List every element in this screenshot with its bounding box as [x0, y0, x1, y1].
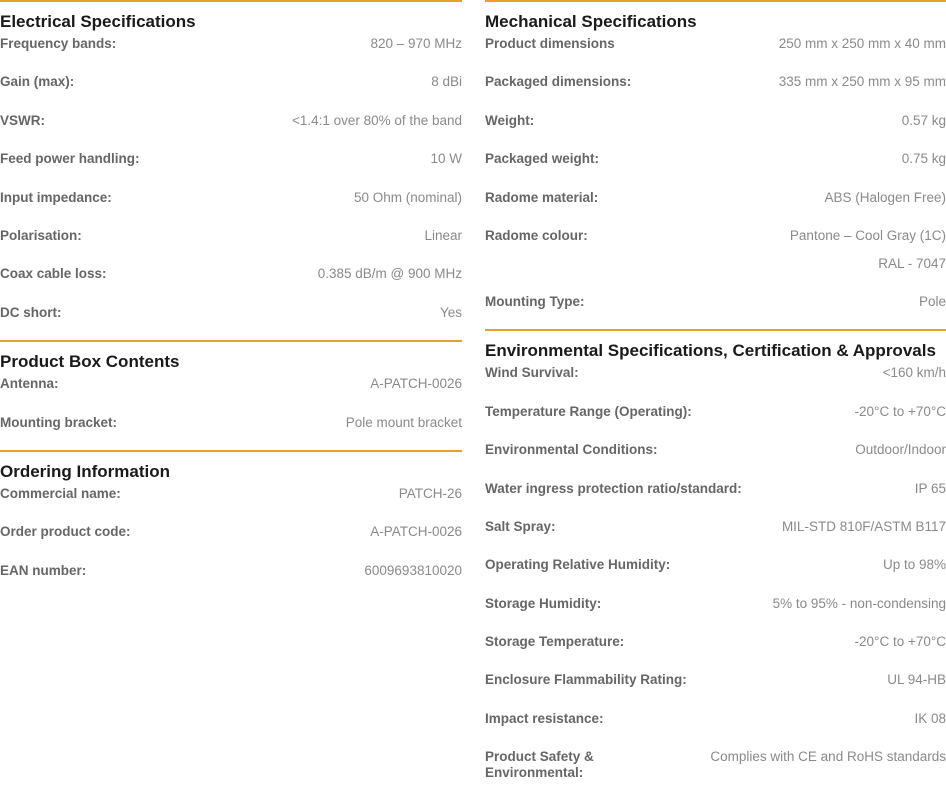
spec-value: Outdoor/Indoor — [855, 442, 946, 458]
spec-value: A-PATCH-0026 — [370, 376, 462, 392]
spec-label: Storage Temperature: — [485, 634, 625, 650]
spec-row — [0, 187, 462, 225]
spec-value: IK 08 — [914, 710, 946, 726]
spec-row — [485, 516, 946, 554]
spec-value: 820 – 970 MHz — [370, 36, 462, 51]
spec-label: VSWR: — [0, 112, 45, 128]
spec-label: Packaged weight: — [485, 151, 600, 167]
spec-label: DC short: — [0, 304, 62, 320]
spec-row — [0, 71, 462, 109]
spec-label: Antenna: — [0, 376, 59, 392]
spec-value: Up to 98% — [882, 557, 946, 573]
spec-label: Temperature Range (Operating): — [485, 403, 692, 419]
spec-row — [485, 71, 946, 109]
spec-row — [0, 521, 462, 559]
spec-row — [485, 746, 946, 784]
spec-label: Commercial name: — [0, 485, 121, 501]
spec-value: <160 km/h — [882, 365, 946, 381]
spec-value: IP 65 — [914, 480, 946, 496]
spec-value: -20°C to +70°C — [854, 403, 946, 419]
spec-value: 6009693810020 — [364, 562, 462, 578]
spec-row — [485, 33, 946, 71]
spec-row — [485, 708, 946, 746]
spec-label: Wind Survival: — [485, 365, 579, 381]
spec-value: 250 mm x 250 mm x 40 mm — [778, 36, 946, 51]
spec-label: Enclosure Flammability Rating: — [485, 672, 687, 688]
spec-value: 0.57 kg — [901, 112, 946, 128]
spec-value: Pantone – Cool Gray (1C) — [789, 227, 946, 243]
spec-label: Gain (max): — [0, 74, 75, 90]
spec-label: Input impedance: — [0, 189, 112, 205]
spec-row — [485, 225, 946, 291]
spec-value: UL 94-HB — [887, 672, 946, 688]
spec-label: Coax cable loss: — [0, 266, 107, 282]
spec-row — [0, 148, 462, 186]
box-contents-section — [0, 340, 462, 450]
spec-row — [485, 187, 946, 225]
spec-label: Radome material: — [485, 189, 599, 205]
spec-value: ABS (Halogen Free) — [824, 189, 946, 205]
spec-row — [485, 291, 946, 329]
spec-value-secondary: RAL - 7047 — [878, 255, 946, 271]
spec-label: Order product code: — [0, 524, 131, 540]
spec-value: 5% to 95% - non-condensing — [772, 595, 946, 611]
environmental-section-title: Environmental Specifications, Certification & Approvals — [485, 329, 946, 362]
spec-label: Product Safety & Environmental: — [485, 749, 594, 781]
spec-row — [485, 478, 946, 516]
spec-row — [485, 593, 946, 631]
spec-label: Operating Relative Humidity: — [485, 557, 671, 573]
spec-row — [485, 362, 946, 400]
spec-value: Linear — [424, 227, 462, 243]
spec-row — [485, 669, 946, 707]
spec-row — [485, 554, 946, 592]
spec-label: Storage Humidity: — [485, 595, 602, 611]
spec-label: Polarisation: — [0, 227, 82, 243]
box-contents-section-title: Product Box Contents — [0, 340, 462, 373]
spec-value: PATCH-26 — [398, 485, 462, 501]
electrical-section-title: Electrical Specifications — [0, 0, 462, 33]
spec-value: 0.75 kg — [901, 151, 946, 167]
spec-value: 50 Ohm (nominal) — [353, 189, 462, 205]
spec-label: Salt Spray: — [485, 518, 556, 534]
mechanical-section-title: Mechanical Specifications — [485, 0, 946, 33]
spec-row — [0, 302, 462, 340]
spec-label: Impact resistance: — [485, 710, 604, 726]
spec-row — [485, 631, 946, 669]
right-column — [485, 0, 946, 785]
spec-value: 0.385 dB/m @ 900 MHz — [317, 266, 462, 282]
ordering-section — [0, 450, 462, 598]
spec-row — [485, 148, 946, 186]
spec-row — [0, 225, 462, 263]
spec-value: Complies with CE and RoHS standards — [710, 749, 946, 765]
spec-row — [485, 401, 946, 439]
spec-value: -20°C to +70°C — [854, 634, 946, 650]
spec-value: 335 mm x 250 mm x 95 mm — [778, 74, 946, 90]
spec-row — [0, 263, 462, 301]
electrical-section — [0, 0, 462, 340]
ordering-section-title: Ordering Information — [0, 450, 462, 483]
spec-row — [0, 33, 462, 71]
spec-label: Weight: — [485, 112, 535, 128]
spec-label: Packaged dimensions: — [485, 74, 632, 90]
spec-row — [485, 439, 946, 477]
mechanical-section — [485, 0, 946, 329]
spec-value: MIL-STD 810F/ASTM B117 — [781, 518, 946, 534]
spec-value: Pole — [918, 293, 946, 309]
left-column — [0, 0, 462, 598]
spec-label: Mounting Type: — [485, 293, 585, 309]
spec-label: Environmental Conditions: — [485, 442, 658, 458]
spec-label: Product dimensions — [485, 36, 615, 51]
spec-row — [0, 373, 462, 411]
spec-label: Mounting bracket: — [0, 414, 117, 430]
spec-row — [0, 483, 462, 521]
spec-value: <1.4:1 over 80% of the band — [291, 112, 462, 128]
spec-row — [0, 110, 462, 148]
spec-row — [0, 560, 462, 598]
spec-label: Water ingress protection ratio/standard: — [485, 480, 742, 496]
spec-value: 8 dBi — [431, 74, 462, 90]
environmental-section — [485, 329, 946, 784]
spec-label: Feed power handling: — [0, 151, 140, 167]
spec-value: A-PATCH-0026 — [370, 524, 462, 540]
spec-value: Pole mount bracket — [345, 414, 462, 430]
spec-row — [0, 412, 462, 450]
spec-label: EAN number: — [0, 562, 87, 578]
spec-label: Radome colour: — [485, 227, 588, 243]
spec-label: Frequency bands: — [0, 36, 117, 51]
spec-row — [485, 110, 946, 148]
spec-value: Yes — [439, 304, 462, 320]
spec-value: 10 W — [430, 151, 462, 167]
